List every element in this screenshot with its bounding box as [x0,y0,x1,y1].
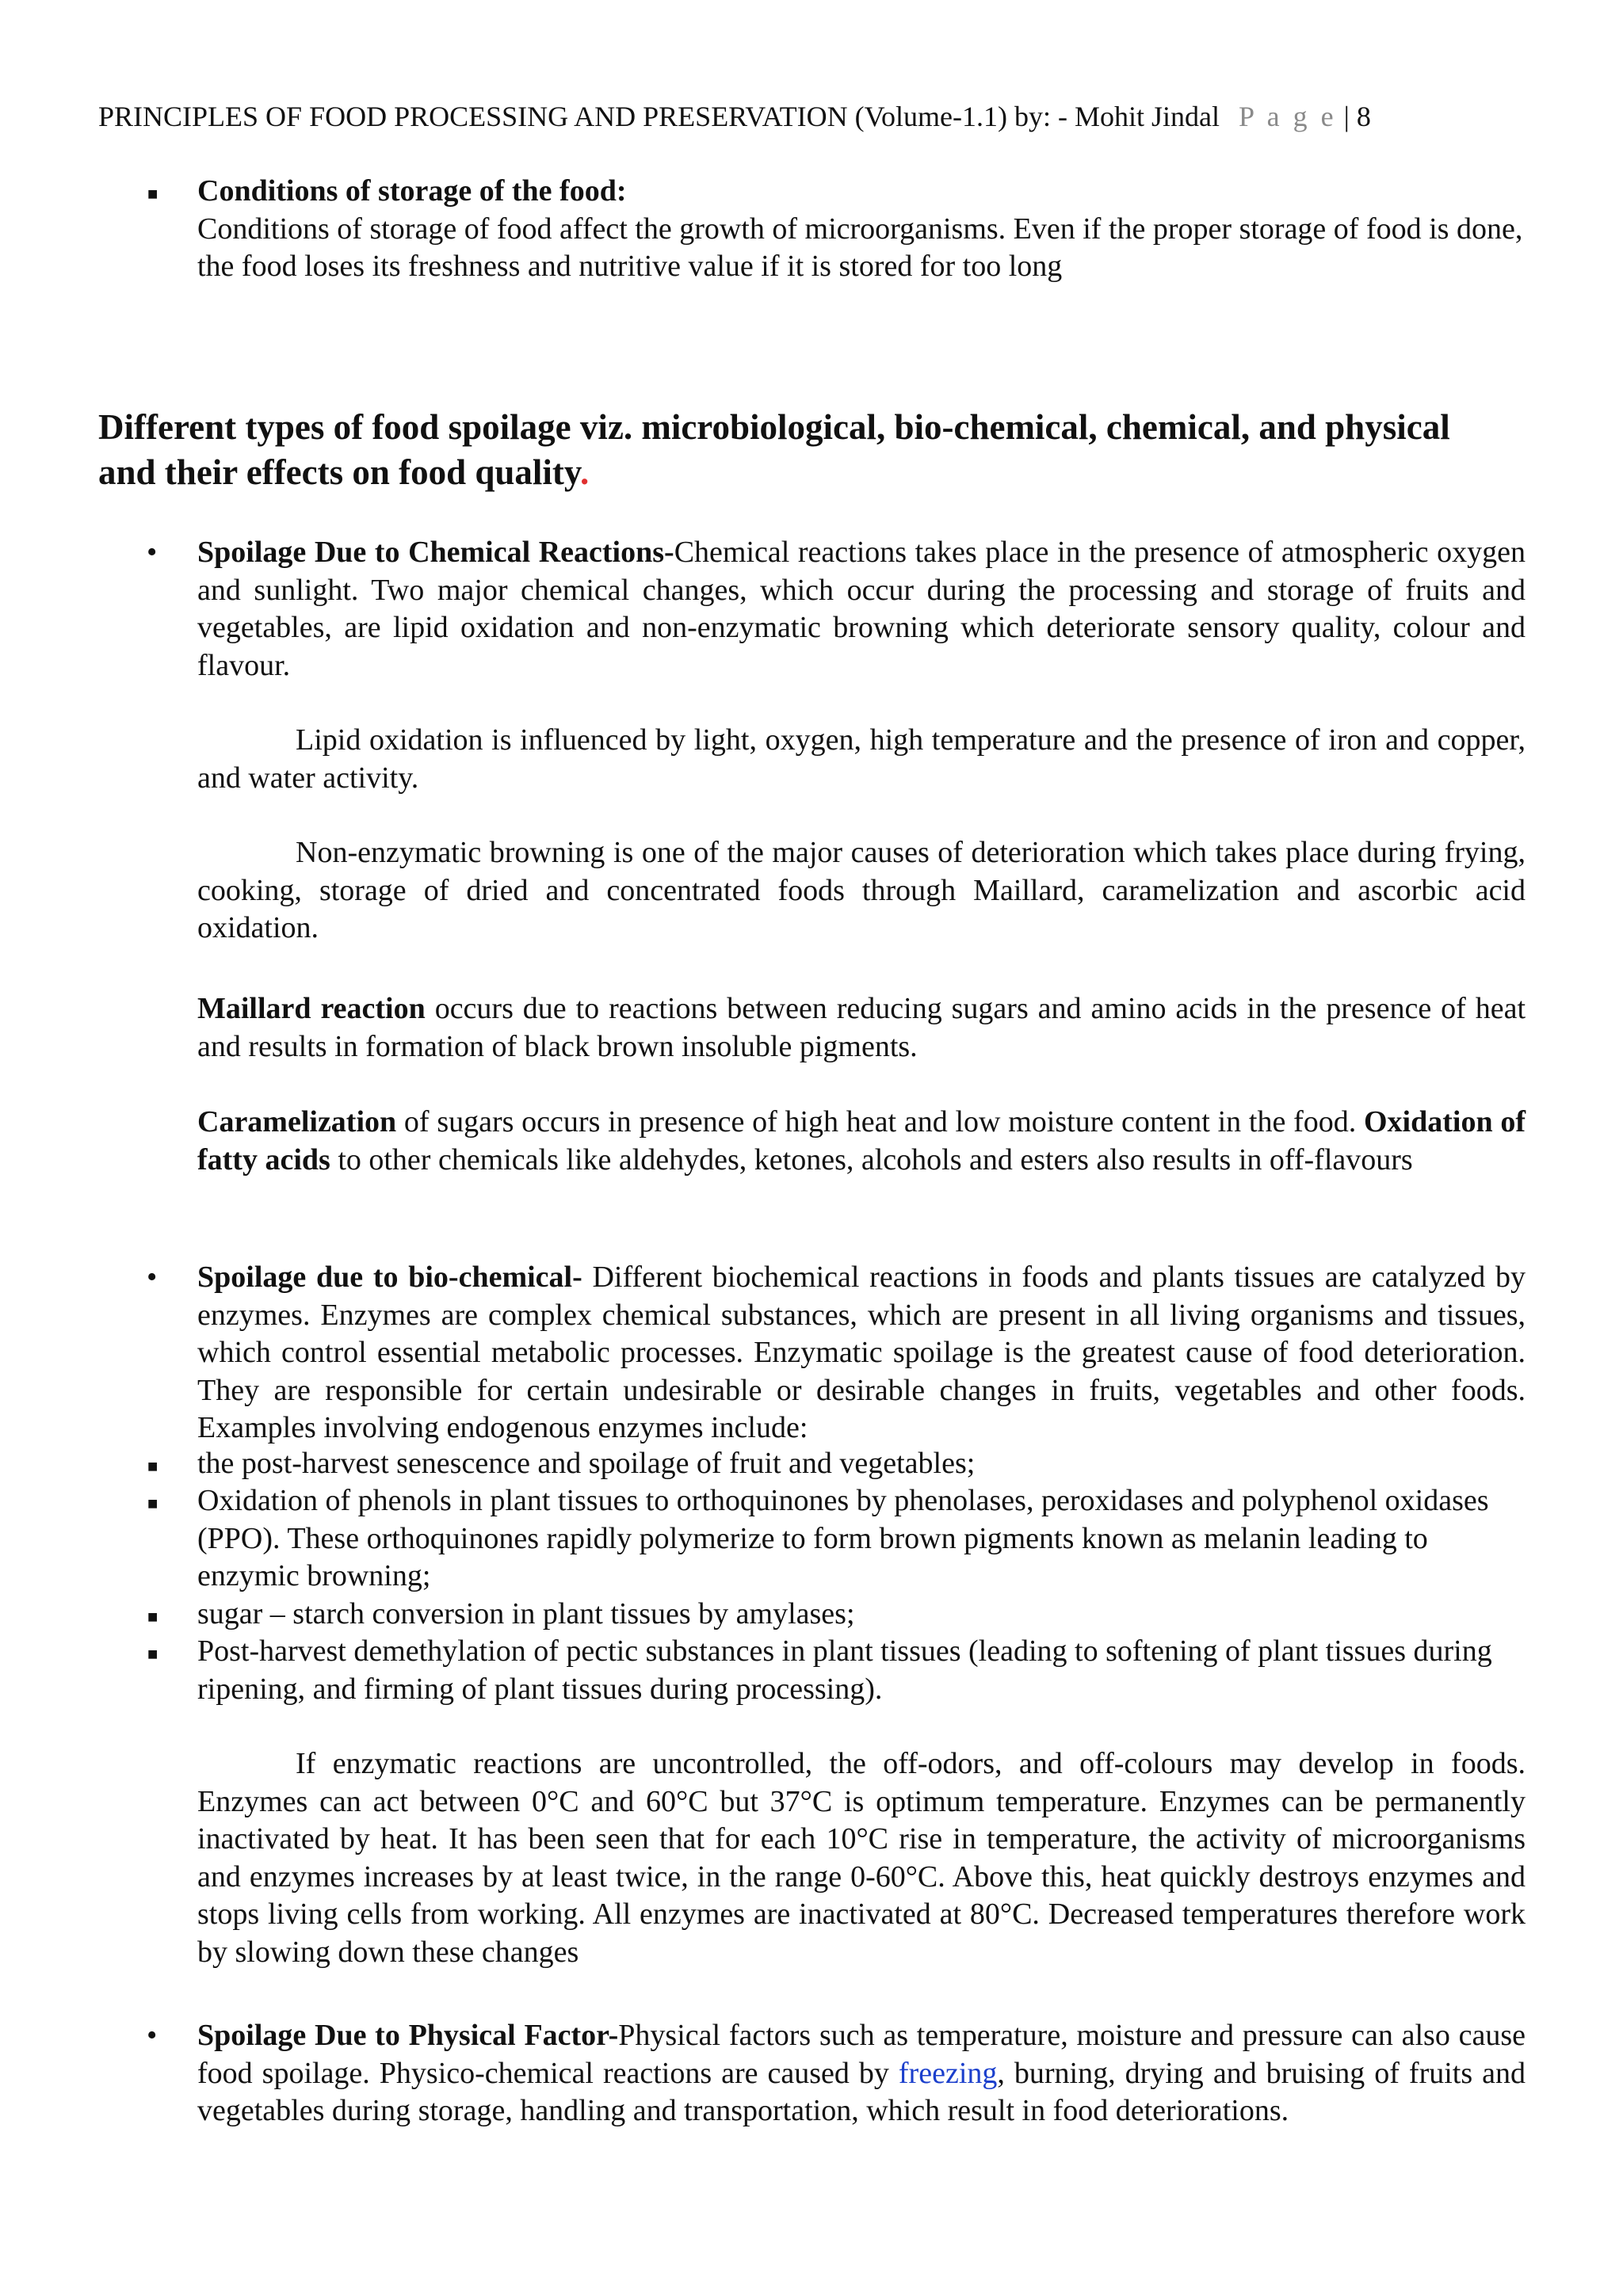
caramelization-term: Caramelization [197,1105,397,1138]
square-bullet-icon: ■ [147,1493,158,1513]
temperature-paragraph: If enzymatic reactions are uncontrolled, the off-odors, and off-colours may develop in foods. Enzymes can act between 0°C and 60°C but 37°C is optimum temperature. Enzymes can be permanently inactivated by heat. It has been seen that for each 10°C rise in temperature, the activity of microorganisms and enzymes increases by at least twice, in the range 0-60°C. Above this, heat quickly destroys enzymes and stops living cells from working. All enzymes are inactivated at 80°C. Decreased temperatures therefore work by slowing down these changes [197,1747,1526,1969]
biochemical-text: Different biochemical reactions in foods and plants tissues are catalyzed by enzymes. Enzymes are complex chemical substances, which are present in all living organisms and tissues, which control essential metabolic processes. Enzymatic spoilage is the greatest cause of food deterioration. They are responsible for certain undesirable or desirable changes in fruits, vegetables and other foods. Examples involving endogenous enzymes include: [197,1261,1526,1444]
lipid-paragraph: Lipid oxidation is influenced by light, oxygen, high temperature and the presence of iron and copper, and water activity. [197,723,1526,795]
example-item: Post-harvest demethylation of pectic substances in plant tissues (leading to softening of plant tissues during ripening, and firming of plant tissues during processing). [197,1634,1492,1706]
chemical-intro [197,534,1526,685]
chemical-heading: Spoilage Due to Chemical Reactions- [197,536,674,569]
biochemical-intro [197,1259,1526,1447]
round-bullet-icon: • [147,536,158,569]
browning-paragraph: Non-enzymatic browning is one of the major causes of deterioration which takes place during frying, cooking, storage of dried and concentrated foods through Maillard, caramelization and ascorbic acid oxidation. [197,836,1526,944]
square-bullet-icon: ■ [147,184,158,204]
storage-heading: Conditions of storage of the food: [197,174,627,208]
physical-paragraph: Spoilage Due to Physical Factor-Physical factors such as temperature, moisture and pressure can also cause food spoilage. Physico-chemical reactions are caused by freezing, burning, drying and bruising of fruits and vegetables during storage, handling and transportation, which result in food deteriorations. [197,2019,1526,2127]
fatty-acids-term: Oxidation of fatty acids [197,1105,1526,1177]
maillard-term: Maillard reaction [197,992,426,1025]
example-item: Oxidation of phenols in plant tissues to orthoquinones by phenolases, peroxidases and polyphenol oxidases (PPO). These orthoquinones rapidly polymerize to form brown pigments known as melanin leading to enzymic browning; [197,1484,1489,1592]
square-bullet-icon: ■ [147,1607,158,1627]
page-label: P a g e [1238,101,1337,132]
page-separator: | [1343,101,1350,132]
storage-text: Conditions of storage of food affect the growth of microorganisms. Even if the proper storage of food is done, the food loses its freshness and nutritive value if it is stored for too long [197,212,1523,283]
example-item: the post-harvest senescence and spoilage of fruit and vegetables; [197,1447,976,1480]
example-item: sugar – starch conversion in plant tissues by amylases; [197,1597,855,1630]
square-bullet-icon: ■ [147,1456,158,1476]
title-dot: . [579,452,590,492]
running-header [98,100,1371,133]
storage-block [197,173,1529,286]
biochemical-heading: Spoilage due to bio-chemical- [197,1261,582,1294]
physical-heading: Spoilage Due to Physical Factor- [197,2019,619,2052]
chemical-text: Chemical reactions takes place in the presence of atmospheric oxygen and sunlight. Two major chemical changes, which occur during the processing and storage of fruits and vegetables, are lipid oxidation and non-enzymatic browning which deteriorate sensory quality, colour and flavour. [197,536,1526,682]
page-number: 8 [1356,101,1371,132]
running-title: PRINCIPLES OF FOOD PROCESSING AND PRESERVATION (Volume-1.1) by: - Mohit Jindal [98,101,1220,132]
round-bullet-icon: • [147,1261,158,1294]
freezing-link[interactable]: freezing [898,2056,998,2090]
square-bullet-icon: ■ [147,1644,158,1664]
section-title: Different types of food spoilage viz. microbiological, bio-chemical, chemical, and physical and their effects on food quality. [98,407,1450,492]
caramelization-paragraph: Caramelization of sugars occurs in presence of high heat and low moisture content in the food. Oxidation of fatty acids to other chemicals like aldehydes, ketones, alcohols and esters also results in off-flavours [197,1105,1526,1177]
maillard-paragraph: Maillard reaction occurs due to reactions between reducing sugars and amino acids in the presence of heat and results in formation of black brown insoluble pigments. [197,992,1526,1063]
round-bullet-icon: • [147,2019,158,2052]
